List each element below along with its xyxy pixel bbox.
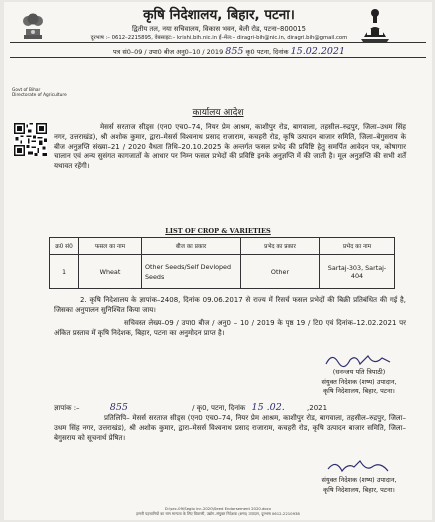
copy-to-paragraph: प्रतिलिपि– मेसर्स सरताज सीड्स (एन0 एच0–74, नियर प्रेम आश्रम, काशीपुर रोड, बागवाला, तहसील–रुद्रपुर, जिला–उधम सिंह नगर, उत्तराखंड), श्री अशोक कुमार, द्वारा–मेसर्स विश्वनाथ प्रसाद राजाराम, कचहरी रोड, कृषि उत्पादन बाजार समिति, जिला–बेगुसराय को सूचनार्थ प्रेषित। — [54, 414, 406, 442]
signatory-2-designation: संयुक्त निदेशक (शष्य) उपादान, — [321, 476, 397, 484]
memo-year: ,2021 — [307, 404, 328, 412]
directorate-address: द्वितीय तल, नया सचिवालय, विकास भवन, बेली रोड, पटना–800015 — [132, 25, 306, 33]
signatory-2-office: कृषि निदेशालय, बिहार, पटना। — [323, 485, 395, 494]
signatory-1 — [299, 368, 419, 397]
memo-label: ज्ञापांक :– — [54, 404, 80, 412]
signatory-2 — [299, 476, 419, 495]
memo-line — [54, 402, 384, 413]
header-rule-top — [10, 42, 426, 43]
signatory-1-designation: संयुक्त निदेशक (शष्य) उपादान, — [321, 377, 397, 386]
cell-variety-type: Other — [241, 255, 320, 289]
letter-page — [4, 2, 432, 520]
memo-date: 15 .02. — [251, 402, 285, 413]
memo-number: 855 — [109, 402, 128, 413]
col-variety-type: प्रभेद का प्रकार — [241, 238, 320, 255]
signatory-1-name: (धनन्जय पति त्रिपाठी) — [332, 368, 386, 376]
reference-text: पत्र सं0–09 / उपा0 बीज अनु0–10 / 2019 — [112, 48, 224, 56]
table-row — [50, 255, 395, 289]
order-paragraph: मेसर्स सरताज सीड्स (एन0 एच0–74, नियर प्रेम आश्रम, काशीपुर रोड, बागवाला, तहसील–रुद्रपुर, जिला–उधम सिंह नगर, उत्तराखंड), श्री अशोक कुमार, द्वारा–मेसर्स विश्वनाथ प्रसाद राजाराम, कचहरी रोड, कृषि उत्पादन बाजार समिति, जिला–बेगुसराय के बीज अनुज्ञप्ति संख्या–21 / 2020 वैधता तिथि–20.10.2025 के अन्तर्गत फसल प्रभेद की प्रविष्टि हेतु समर्पित आवेदन पत्र, कोषागार चालान एवं अन्य सुसंगत कागजातों के आधार पर निम्न फसल प्रभेदों की प्रविष्टि इनके अनुज्ञप्ति में की जाती है। मूल अनुज्ञप्ति की सभी शर्तें यथावत रहेंगी। — [54, 123, 406, 171]
col-serial: क्र0 सं0 — [50, 238, 79, 255]
state-emblem-icon — [18, 8, 48, 42]
col-seed-type: बीज का प्रकार — [142, 238, 241, 255]
approval-paragraph: सचिवस्त लेख्य–09 / उपा0 बीज / अनु0 – 10 / 2019 के पृष्ठ 19 / टि0 एवं दिनांक–12.02.2021 पर अंकित प्रस्ताव में कृषि निदेशक, बिहार, पटना का अनुमोदन प्राप्त है। — [54, 319, 406, 337]
cell-variety-name: Sartaj-303, Sartaj-404 — [320, 255, 395, 289]
reference-mid: कृ0 पटना, दिनांक — [245, 48, 289, 56]
qr-caption: Govt of Bihar Directorate of Agriculture — [12, 88, 67, 98]
restriction-paragraph: 2. कृषि निदेशालय के ज्ञापांक–2408, दिनांक 09.06.2017 से राज्य में रिसर्च फसल प्रभेदों की बिक्री प्रतिबंधित की गई है, जिसका अनुपालन सुनिश्चित किया जाय। — [54, 296, 406, 314]
footer-file-path: D:\sec-09\Seglo inr–2020\Seed Endorsement 2020.docx — [164, 506, 272, 511]
office-order-heading: कार्यालय आदेश — [192, 108, 244, 118]
directorate-contact: दूरभाष :– 0612–2215895, वेबसाइट:– krishi.bih.nic.in ई–मेल:– diragri-bih@nic.in, diragri.bih@gmail.com — [90, 35, 348, 41]
signatory-1-office: कृषि निदेशालय, बिहार, पटना। — [323, 387, 395, 395]
col-crop: फसल का नाम — [79, 238, 142, 255]
footer-note: हमारी पहचानियों का नाम मान्यता के लिए विवरणी, उद्योग–संयुक्त निदेशक (शष्य) उपादान, दूरभाष 0612-2210938 — [136, 511, 300, 516]
cell-serial: 1 — [50, 255, 79, 289]
col-variety-name: प्रभेद का नाम — [320, 238, 395, 255]
signature-2-icon — [326, 457, 396, 477]
crop-varieties-table — [49, 237, 395, 289]
letter-reference — [64, 46, 394, 57]
cell-seed-type: Other Seeds/Self Devloped Seeds — [142, 255, 241, 289]
reference-number: 855 — [225, 46, 244, 57]
memo-mid: / कृ0, पटना, दिनांक — [192, 404, 246, 412]
directorate-title: कृषि निदेशालय, बिहार, पटना। — [143, 7, 295, 23]
cell-crop: Wheat — [79, 255, 142, 289]
header-rule-bottom — [10, 57, 426, 58]
reference-date: 15.02.2021 — [290, 46, 346, 57]
crop-list-title: LIST OF CROP & VARIETIES — [165, 227, 271, 235]
signature-1-icon — [324, 350, 394, 370]
table-header-row — [50, 238, 395, 255]
document-footer — [4, 506, 432, 516]
qr-code-icon — [14, 122, 47, 157]
